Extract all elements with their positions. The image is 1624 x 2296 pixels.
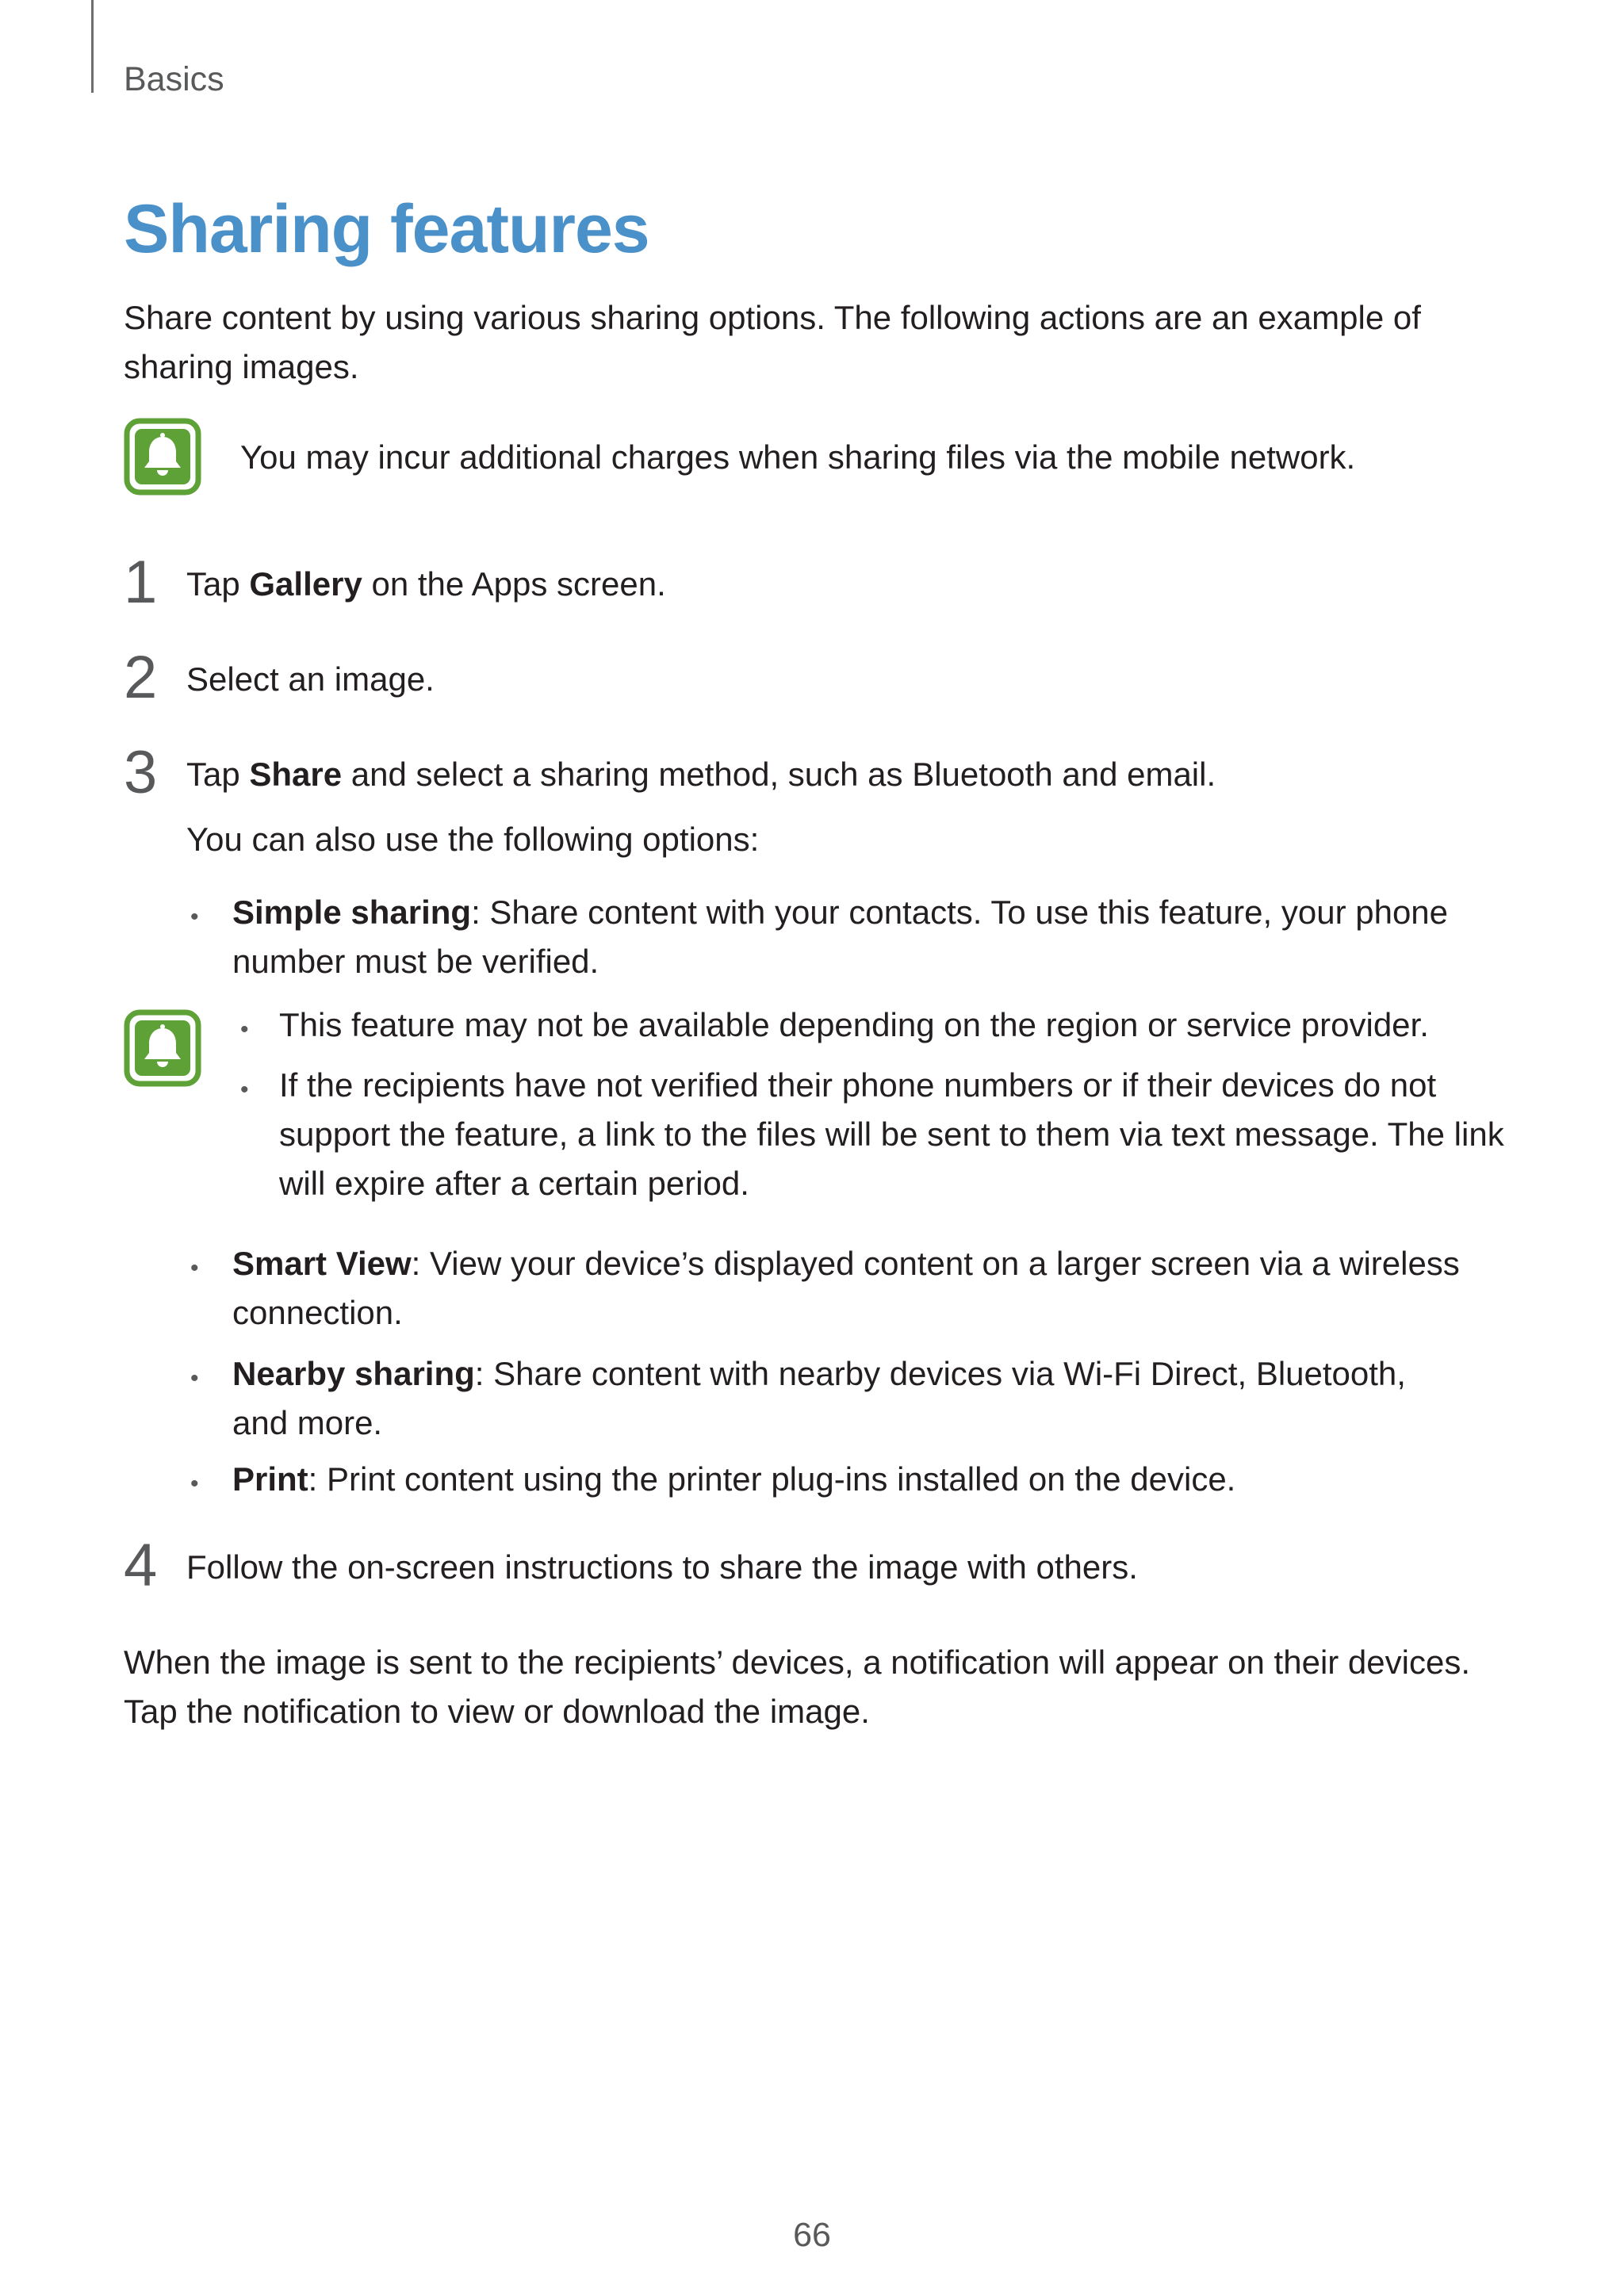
step-text: Tap Share and select a sharing method, such as Bluetooth and email. — [186, 756, 1216, 793]
page-title: Sharing features — [124, 191, 649, 267]
option-print: Print: Print content using the printer plug-ins installed on the device. — [232, 1460, 1236, 1498]
note-recipients-text: If the recipients have not verified their phone numbers or if their devices do not support the feature, a link to the files will be sent to them via text message. The link will expire after a certain period. — [279, 1066, 1504, 1202]
bell-notice-icon — [124, 1009, 201, 1087]
step-text: Select an image. — [186, 660, 435, 698]
bullet: • — [190, 1365, 199, 1391]
step-number: 3 — [124, 739, 158, 806]
bullet: • — [240, 1016, 249, 1043]
closing-paragraph: When the image is sent to the recipients’ devices, a notification will appear on their devices. Tap the notification to view or download the image. — [124, 1644, 1471, 1730]
menu-name-share: Share — [249, 756, 343, 793]
bell-notice-icon — [124, 418, 201, 496]
step-number: 1 — [124, 549, 158, 616]
step-number: 4 — [124, 1532, 158, 1599]
running-header: Basics — [124, 60, 224, 98]
option-nearby-sharing: Nearby sharing: Share content with nearby devices via Wi-Fi Direct, Bluetooth, and more. — [232, 1355, 1406, 1441]
margin-rule — [91, 0, 94, 93]
bullet: • — [190, 904, 199, 930]
note-region-text: This feature may not be available depending on the region or service provider. — [279, 1006, 1429, 1043]
bullet: • — [240, 1077, 249, 1103]
option-smart-view: Smart View: View your device’s displayed content on a larger screen via a wireless connection. — [232, 1245, 1460, 1331]
menu-name-gallery: Gallery — [249, 565, 362, 603]
page-number: 66 — [793, 2216, 831, 2254]
option-simple-sharing: Simple sharing: Share content with your contacts. To use this feature, your phone number must be verified. — [232, 894, 1449, 980]
options-intro: You can also use the following options: — [186, 821, 760, 858]
bullet: • — [190, 1255, 199, 1281]
step-number: 2 — [124, 644, 158, 711]
bullet: • — [190, 1471, 199, 1497]
intro-paragraph: Share content by using various sharing options. The following actions are an example of sharing images. — [124, 299, 1421, 385]
note-charges-text: You may incur additional charges when sharing files via the mobile network. — [240, 438, 1356, 476]
step-text: Follow the on-screen instructions to share the image with others. — [186, 1548, 1138, 1586]
step-text: Tap Gallery on the Apps screen. — [186, 565, 666, 603]
